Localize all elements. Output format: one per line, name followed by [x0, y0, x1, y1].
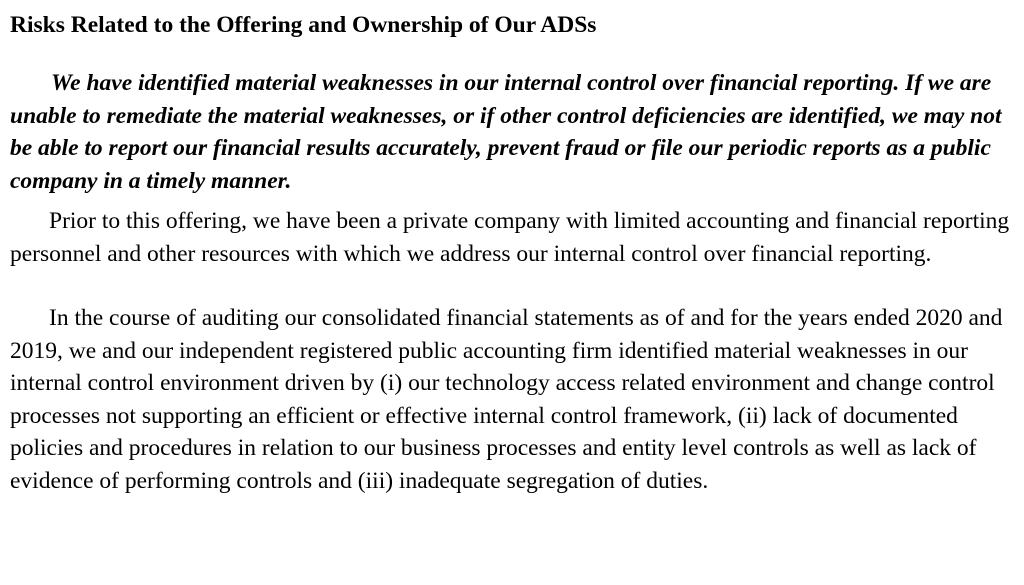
body-paragraph-audit-findings: In the course of auditing our consolidated financial statements as of and for the years ended 2020 and 2019, we and our independent registered public accounting firm identified material weaknesses in our internal control environment driven by (i) our technology access related environment and change control processes not supporting an efficient or effective internal control framework, (ii) lack of documented policies and procedures in relation to our business processes and entity level controls as well as lack of evidence of performing controls and (iii) inadequate segregation of duties.: [10, 305, 1003, 494]
section-heading: Risks Related to the Offering and Ownership of Our ADSs: [10, 12, 597, 38]
body-paragraph-prior-to-offering: Prior to this offering, we have been a private company with limited accounting and financial reporting personnel and other resources with which we address our internal control over financial reporting.: [10, 208, 1010, 267]
document-page: [10, 10, 1016, 497]
risk-factor-heading: We have identified material weaknesses in our internal control over financial reporting. If we are unable to remediate the material weaknesses, or if other control deficiencies are identified, we may not be able to report our financial results accurately, prevent fraud or file our periodic reports as a public company in a timely manner.: [10, 70, 1002, 194]
